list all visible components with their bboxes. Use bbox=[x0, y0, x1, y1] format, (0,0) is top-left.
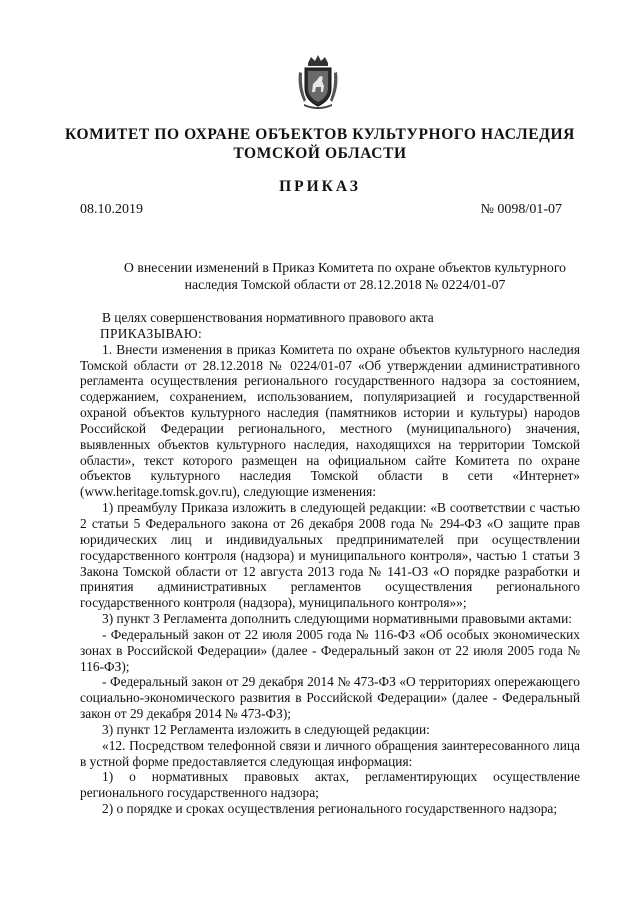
paragraph-9: 2) о порядке и сроках осуществления регионального государственного надзора; bbox=[102, 801, 558, 817]
coat-of-arms-icon bbox=[296, 54, 340, 110]
document-body bbox=[80, 310, 580, 817]
paragraph-7: «12. Посредством телефонной связи и личного обращения заинтересованного лица в устной форме предоставляется следующая информация: bbox=[80, 737, 580, 769]
preamble: В целях совершенствования нормативного правового акта bbox=[102, 310, 434, 325]
paragraph-6: 3) пункт 12 Регламента изложить в следующей редакции: bbox=[102, 721, 430, 737]
org-line-2: ТОМСКОЙ ОБЛАСТИ bbox=[233, 145, 407, 162]
paragraph-2: 1) преамбулу Приказа изложить в следующей редакции: «В соответствии с частью 2 статьи 5 Федерального закона от 26 декабря 2008 года № 294-ФЗ «О защите прав юридических лиц и индивидуальных предпринимателей при осуществлении государственного контроля (надзора) и муниципального контроля», частью 1 статьи 3 Закона Томской области от 12 августа 2013 года № 141-ОЗ «О порядке разработки и принятия административных регламентов осуществления регионального государственного контроля (надзора), муниципального контроля»»; bbox=[80, 500, 580, 611]
subject-line-1: О внесении изменений в Приказ Комитета по охране объектов культурного bbox=[123, 260, 567, 275]
paragraph-3: 3) пункт 3 Регламента дополнить следующими нормативными правовыми актами: bbox=[102, 611, 572, 627]
document-date: 08.10.2019 bbox=[80, 202, 143, 217]
paragraph-8: 1) о нормативных правовых актах, регламентирующих осуществление регионального государственного надзора; bbox=[80, 769, 580, 801]
paragraph-1: 1. Внести изменения в приказ Комитета по охране объектов культурного наследия Томской области от 28.12.2018 № 0224/01-07 «Об утверждении административного регламента осуществления регионального государственного надзора за состоянием, содержанием, сохранением, использованием, популяризацией и государственной охраной объектов культурного наследия (памятников истории и культуры) народов Российской Федерации регионального, местного (муниципального) значения, выявленных объектов культурного наследия, находящихся на территории Томской области», текст которого размещен на официальном сайте Комитета по охране объектов культурного наследия Томской области в сети «Интернет» (www.heritage.tomsk.gov.ru), следующие изменения: bbox=[80, 341, 580, 500]
org-line-1: КОМИТЕТ ПО ОХРАНЕ ОБЪЕКТОВ КУЛЬТУРНОГО НАСЛЕДИЯ bbox=[65, 126, 575, 143]
order-word: ПРИКАЗЫВАЮ: bbox=[100, 325, 202, 341]
document-subject bbox=[110, 259, 580, 293]
subject-line-2: наследия Томской области от 28.12.2018 № 0224/01-07 bbox=[184, 277, 506, 292]
paragraph-5: - Федеральный закон от 29 декабря 2014 № 473-ФЗ «О территориях опережающего социально-экономического развития в Российской Федерации» (далее - Федеральный закон от 29 декабря 2014 № 473-ФЗ); bbox=[80, 674, 580, 722]
document-number: № 0098/01-07 bbox=[480, 202, 562, 217]
paragraph-4: - Федеральный закон от 22 июля 2005 года № 116-ФЗ «Об особых экономических зонах в Российской Федерации» (далее - Федеральный закон от 22 июля 2005 года № 116-ФЗ); bbox=[80, 626, 580, 674]
organization-name bbox=[0, 125, 640, 163]
document-type: ПРИКАЗ bbox=[279, 178, 361, 195]
